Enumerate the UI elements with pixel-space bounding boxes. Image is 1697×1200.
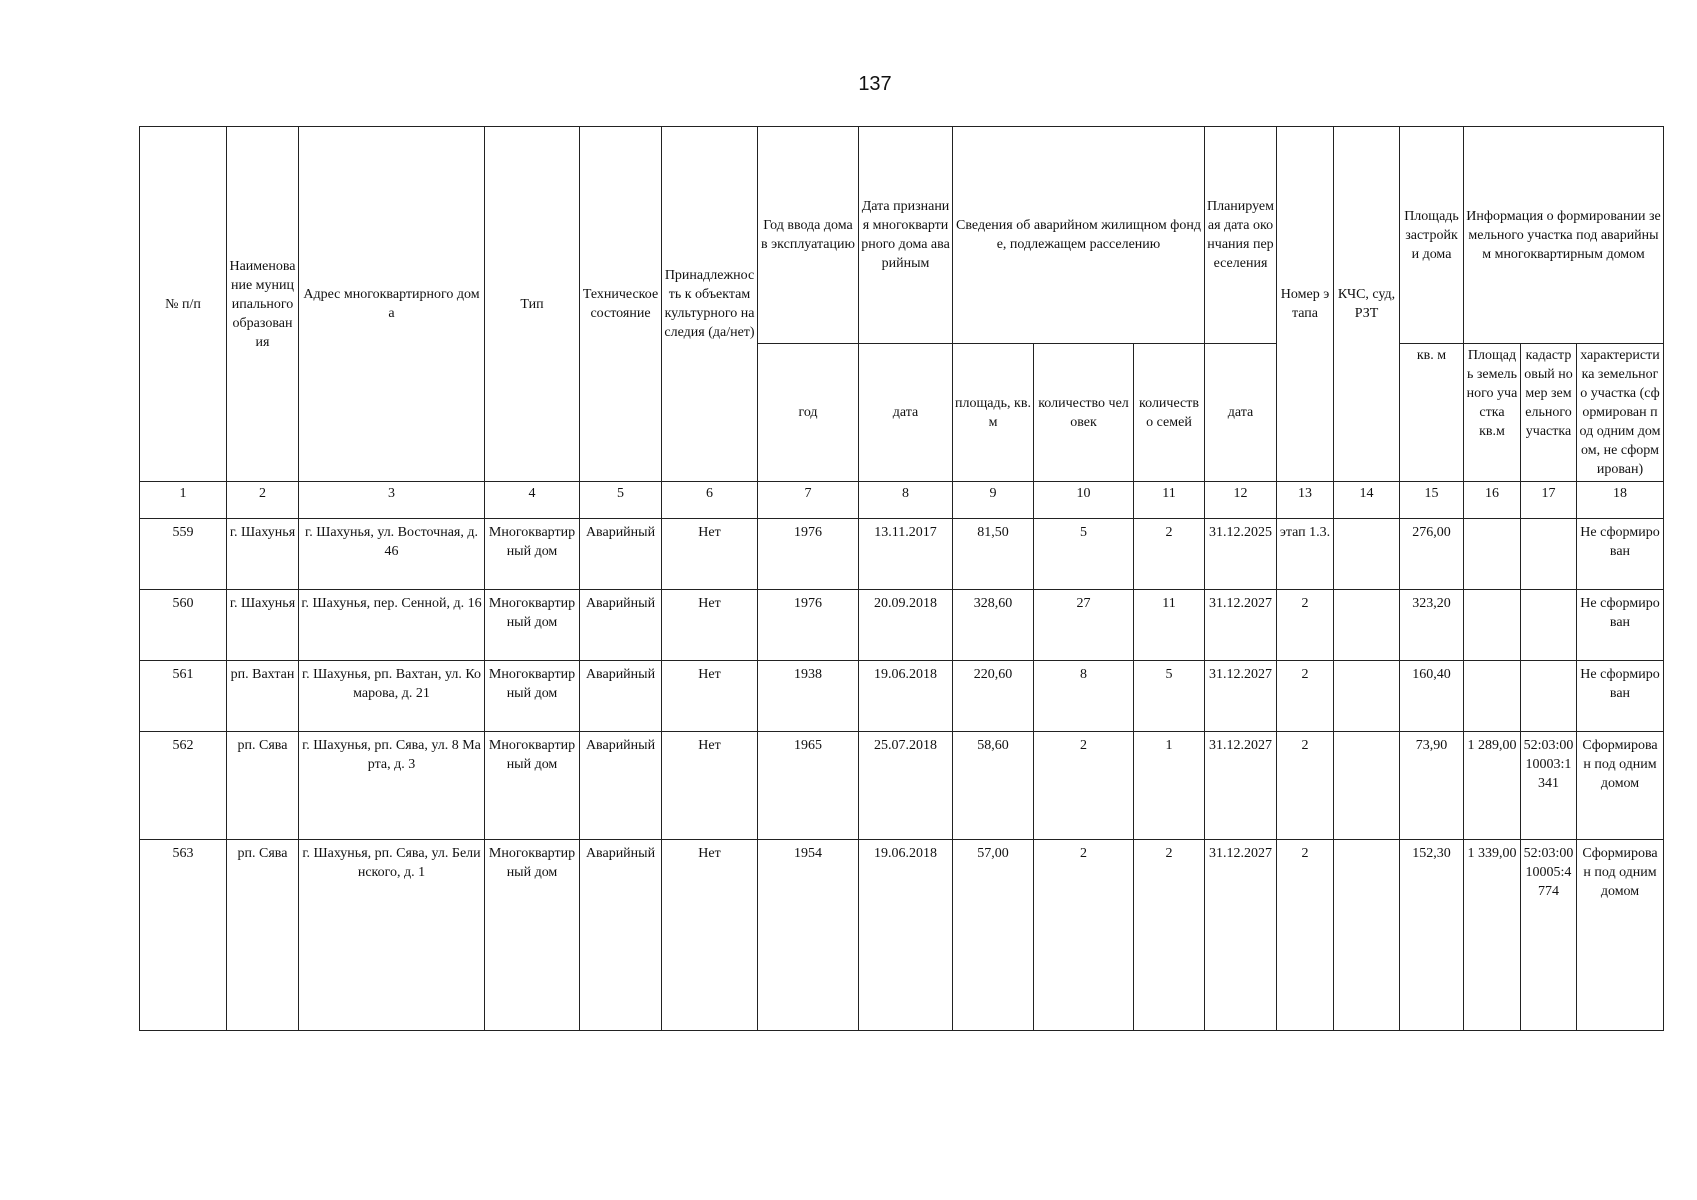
column-number: 4 <box>485 482 580 519</box>
column-number-row <box>140 482 1664 519</box>
cell-people: 5 <box>1034 519 1134 590</box>
cell-area: 58,60 <box>953 732 1034 840</box>
header-heritage: Принадлежность к объектам культурного наследия (да/нет) <box>662 127 758 482</box>
cell-building-area: 73,90 <box>1400 732 1464 840</box>
cell-municipality: рп. Сява <box>227 732 299 840</box>
cell-stage: 2 <box>1277 840 1334 1031</box>
cell-end-date: 31.12.2025 <box>1205 519 1277 590</box>
cell-cadastral: 52:03:0010005:4774 <box>1521 840 1577 1031</box>
cell-characteristic: Не сформирован <box>1577 661 1664 732</box>
column-number: 6 <box>662 482 758 519</box>
header-address: Адрес многоквартирного дома <box>299 127 485 482</box>
cell-kchs <box>1334 840 1400 1031</box>
column-number: 2 <box>227 482 299 519</box>
cell-families: 2 <box>1134 519 1205 590</box>
cell-municipality: рп. Сява <box>227 840 299 1031</box>
cell-state: Аварийный <box>580 661 662 732</box>
header-planned-date: Планируемая дата окончания переселения <box>1205 127 1277 344</box>
header-land-info-label: Информация о формировании земельного участка под аварийным многоквартирным домом <box>1466 208 1661 262</box>
cell-stage: 2 <box>1277 590 1334 661</box>
cell-year: 1976 <box>758 519 859 590</box>
cell-end-date: 31.12.2027 <box>1205 661 1277 732</box>
unit-date: дата <box>859 344 953 482</box>
cell-area: 81,50 <box>953 519 1034 590</box>
column-number: 10 <box>1034 482 1134 519</box>
header-year-commission: Год ввода дома в эксплуатацию <box>758 127 859 344</box>
header-building-area: Площадь застройки дома <box>1400 127 1464 344</box>
cell-year: 1976 <box>758 590 859 661</box>
cell-area: 328,60 <box>953 590 1034 661</box>
cell-heritage: Нет <box>662 840 758 1031</box>
header-kchs: КЧС, суд, РЗТ <box>1334 127 1400 482</box>
column-number: 13 <box>1277 482 1334 519</box>
table-row <box>140 519 1664 590</box>
cell-families: 5 <box>1134 661 1205 732</box>
cell-characteristic: Не сформирован <box>1577 590 1664 661</box>
table-row <box>140 732 1664 840</box>
cell-date: 19.06.2018 <box>859 661 953 732</box>
cell-building-area: 152,30 <box>1400 840 1464 1031</box>
cell-people: 8 <box>1034 661 1134 732</box>
cell-address: г. Шахунья, рп. Вахтан, ул. Комарова, д. 21 <box>299 661 485 732</box>
cell-heritage: Нет <box>662 661 758 732</box>
cell-stage: 2 <box>1277 732 1334 840</box>
header-municipality: Наименование муниципального образования <box>227 127 299 482</box>
column-number: 12 <box>1205 482 1277 519</box>
cell-people: 27 <box>1034 590 1134 661</box>
unit-area: площадь, кв.м <box>953 344 1034 482</box>
header-land-area <box>1464 344 1521 482</box>
cell-heritage: Нет <box>662 732 758 840</box>
cell-building-area: 160,40 <box>1400 661 1464 732</box>
cell-families: 1 <box>1134 732 1205 840</box>
column-number: 1 <box>140 482 227 519</box>
table-row <box>140 590 1664 661</box>
column-number: 16 <box>1464 482 1521 519</box>
cell-area: 57,00 <box>953 840 1034 1031</box>
cell-cadastral <box>1521 661 1577 732</box>
cell-land-area: 1 289,00 <box>1464 732 1521 840</box>
cell-land-area <box>1464 590 1521 661</box>
cell-year: 1965 <box>758 732 859 840</box>
cell-year: 1938 <box>758 661 859 732</box>
cell-building-area: 323,20 <box>1400 590 1464 661</box>
cell-heritage: Нет <box>662 519 758 590</box>
header-land-info <box>1464 127 1664 344</box>
cell-end-date: 31.12.2027 <box>1205 732 1277 840</box>
unit-year: год <box>758 344 859 482</box>
header-housing-info: Сведения об аварийном жилищном фонде, подлежащем расселению <box>953 127 1205 344</box>
column-number: 8 <box>859 482 953 519</box>
header-land-characteristic: характеристика земельного участка (сформирован под одним домом, не сформирован) <box>1577 344 1664 482</box>
cell-stage: 2 <box>1277 661 1334 732</box>
cell-type: Многоквартирный дом <box>485 590 580 661</box>
cell-address: г. Шахунья, пер. Сенной, д. 16 <box>299 590 485 661</box>
cell-end-date: 31.12.2027 <box>1205 590 1277 661</box>
header-land-area-label: Площадь земельного участка <box>1466 348 1518 420</box>
cell-kchs <box>1334 590 1400 661</box>
column-number: 17 <box>1521 482 1577 519</box>
cell-type: Многоквартирный дом <box>485 661 580 732</box>
column-number: 11 <box>1134 482 1205 519</box>
cell-state: Аварийный <box>580 590 662 661</box>
cell-area: 220,60 <box>953 661 1034 732</box>
cell-families: 11 <box>1134 590 1205 661</box>
cell-municipality: г. Шахунья <box>227 590 299 661</box>
header-technical-state: Техническое состояние <box>580 127 662 482</box>
column-number: 3 <box>299 482 485 519</box>
cell-people: 2 <box>1034 840 1134 1031</box>
cell-people: 2 <box>1034 732 1134 840</box>
unit-planned-date: дата <box>1205 344 1277 482</box>
cell-kchs <box>1334 519 1400 590</box>
cell-building-area: 276,00 <box>1400 519 1464 590</box>
cell-characteristic: Сформирован под одним домом <box>1577 732 1664 840</box>
cell-type: Многоквартирный дом <box>485 519 580 590</box>
cell-number: 561 <box>140 661 227 732</box>
cell-year: 1954 <box>758 840 859 1031</box>
cell-state: Аварийный <box>580 732 662 840</box>
emergency-housing-table <box>139 126 1664 1031</box>
table-row <box>140 840 1664 1031</box>
cell-address: г. Шахунья, рп. Сява, ул. Белинского, д. 1 <box>299 840 485 1031</box>
cell-date: 20.09.2018 <box>859 590 953 661</box>
table-row <box>140 661 1664 732</box>
cell-type: Многоквартирный дом <box>485 732 580 840</box>
cell-municipality: рп. Вахтан <box>227 661 299 732</box>
cell-characteristic: Сформирован под одним домом <box>1577 840 1664 1031</box>
cell-land-area: 1 339,00 <box>1464 840 1521 1031</box>
unit-families: количество семей <box>1134 344 1205 482</box>
unit-building-area: кв. м <box>1400 344 1464 482</box>
cell-kchs <box>1334 661 1400 732</box>
header-date-recognition: Дата признания многоквартирного дома аварийным <box>859 127 953 344</box>
cell-address: г. Шахунья, ул. Восточная, д. 46 <box>299 519 485 590</box>
column-number: 5 <box>580 482 662 519</box>
unit-people: количество человек <box>1034 344 1134 482</box>
header-row-1 <box>140 127 1664 344</box>
cell-end-date: 31.12.2027 <box>1205 840 1277 1031</box>
column-number: 7 <box>758 482 859 519</box>
header-cadastral: кадастровый номер земельного участка <box>1521 344 1577 482</box>
cell-number: 559 <box>140 519 227 590</box>
cell-type: Многоквартирный дом <box>485 840 580 1031</box>
header-number: № п/п <box>140 127 227 482</box>
cell-address: г. Шахунья, рп. Сява, ул. 8 Марта, д. 3 <box>299 732 485 840</box>
page-number: 137 <box>858 73 892 95</box>
cell-cadastral <box>1521 590 1577 661</box>
header-stage: Номер этапа <box>1277 127 1334 482</box>
cell-land-area <box>1464 661 1521 732</box>
cell-families: 2 <box>1134 840 1205 1031</box>
cell-heritage: Нет <box>662 590 758 661</box>
cell-characteristic: Не сформирован <box>1577 519 1664 590</box>
column-number: 15 <box>1400 482 1464 519</box>
column-number: 9 <box>953 482 1034 519</box>
cell-date: 19.06.2018 <box>859 840 953 1031</box>
cell-date: 25.07.2018 <box>859 732 953 840</box>
cell-state: Аварийный <box>580 840 662 1031</box>
column-number: 14 <box>1334 482 1400 519</box>
cell-cadastral: 52:03:0010003:1341 <box>1521 732 1577 840</box>
column-number: 18 <box>1577 482 1664 519</box>
cell-stage: этап 1.3. <box>1277 519 1334 590</box>
cell-state: Аварийный <box>580 519 662 590</box>
cell-cadastral <box>1521 519 1577 590</box>
cell-municipality: г. Шахунья <box>227 519 299 590</box>
cell-date: 13.11.2017 <box>859 519 953 590</box>
cell-number: 563 <box>140 840 227 1031</box>
cell-land-area <box>1464 519 1521 590</box>
header-type: Тип <box>485 127 580 482</box>
cell-number: 560 <box>140 590 227 661</box>
cell-kchs <box>1334 732 1400 840</box>
cell-number: 562 <box>140 732 227 840</box>
unit-land-area: кв.м <box>1479 424 1505 439</box>
